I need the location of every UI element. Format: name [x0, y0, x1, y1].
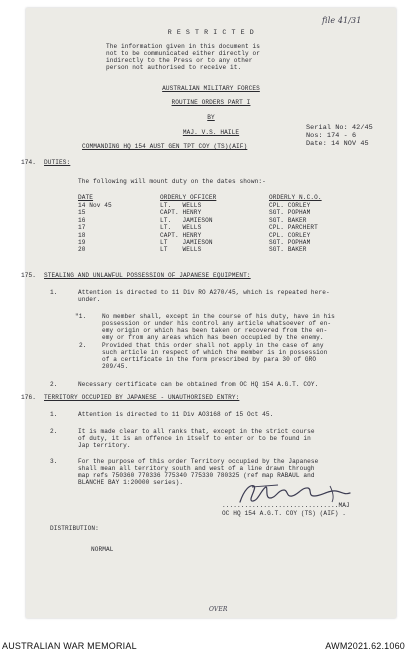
quoted-para-2-number: 2. [79, 342, 87, 349]
document-page [21, 8, 396, 618]
roster-date: 16 [78, 216, 86, 224]
roster-officer: LT. WELLS [160, 202, 202, 209]
item-176-number: 176. [21, 394, 37, 401]
item-175-para-1-line-2: under. [78, 296, 101, 303]
roster-nco: CPL. PARCHERT [269, 224, 318, 232]
roster-nco: SGT. BAKER [269, 216, 307, 224]
item-176-para-1-number: 1. [50, 411, 58, 418]
footer-institution: AUSTRALIAN WAR MEMORIAL [2, 641, 137, 651]
distribution-label: DISTRIBUTION: [50, 525, 99, 532]
over-note: OVER [209, 606, 228, 613]
item-174-heading: DUTIES: [44, 159, 71, 166]
roster-date: 19 [78, 239, 86, 246]
item-175-para-1-number: 1. [50, 289, 58, 296]
col-header-nco: ORDERLY N.C.O. [269, 194, 322, 201]
col-header-date: DATE [78, 194, 94, 201]
roster-nco: SGT. POPHAM [269, 209, 311, 217]
roster-nco: SGT. BAKER [269, 246, 307, 254]
item-176-para-3-number: 3. [50, 458, 58, 465]
roster-officer: CAPT. HENRY [160, 209, 202, 217]
item-176-para-2-line-3: Jap territory. [78, 442, 131, 449]
quoted-para-2-line-4: 209/45. [102, 363, 129, 370]
item-175-para-2-number: 2. [50, 381, 58, 388]
item-175-number: 175. [21, 272, 37, 279]
item-176-para-2-line-1: It is made clear to all ranks that, except in the strict course [78, 428, 315, 435]
roster-date: 20 [78, 246, 86, 254]
item-174-number: 174. [21, 159, 37, 166]
item-176-para-3-line-3: map refs 750360 770336 775340 775330 780325 (ref map RABAUL and [78, 472, 315, 479]
roster-officer: LT. JAMIESON [160, 216, 213, 224]
roster-nco: CPL. CORLEY [269, 231, 311, 239]
orders-title: ROUTINE ORDERS PART I [171, 99, 251, 106]
item-175-para-1-line-1: Attention is directed to 11 Div RO A270/45, which is repeated here- [78, 289, 330, 296]
handwritten-reference: file 41/31 [322, 16, 362, 25]
item-176-para-3-line-1: For the purpose of this order Territory occupied by the Japanese [78, 458, 319, 465]
roster-officer: LT WELLS [160, 246, 202, 254]
order-numbers: Nos: 174 - 6 [306, 132, 357, 140]
roster-date: 18 [78, 231, 86, 239]
by-line: BY [207, 114, 215, 121]
quoted-para-2-line-1: Provided that this order shall not apply in the case of any [102, 342, 324, 349]
item-175-heading: STEALING AND UNLAWFUL POSSESSION OF JAPANESE EQUIPMENT: [44, 272, 251, 279]
quoted-para-1-line-4: emy or from any areas which has been occupied by the enemy. [102, 334, 324, 341]
quoted-para-2-line-2: such article in respect of which the member is in possession [102, 349, 328, 356]
signature-line: ...............................MAJ [222, 502, 350, 509]
notice-line-4: person not authorised to receive it. [106, 64, 242, 71]
item-176-para-3-line-4: BLANCHE BAY 1:20000 series). [78, 479, 184, 486]
quoted-para-1-line-3: emy origin or which has been taken or recovered from the en- [102, 327, 328, 334]
distribution-value: NORMAL [91, 546, 114, 553]
item-176-para-3-line-2: shall mean all territory south and west of a line drawn through [78, 465, 315, 472]
signature-unit: OC HQ 154 A.G.T. COY (TS) (AIF) . [222, 510, 346, 517]
item-176-para-2-number: 2. [50, 428, 58, 435]
commanding-line: COMMANDING HQ 154 AUST GEN TPT COY (TS)(AIF) [82, 143, 248, 150]
roster-officer: LT. WELLS [160, 224, 202, 232]
item-175-para-2-text: Necessary certificate can be obtained from OC HQ 154 A.G.T. COY. [78, 381, 319, 388]
classification-heading: R E S T R I C T E D [167, 29, 255, 36]
item-176-heading: TERRITORY OCCUPIED BY JAPANESE - UNAUTHORISED ENTRY: [44, 394, 240, 401]
roster-nco: CPL. CORLEY [269, 202, 311, 209]
item-176-para-2-line-2: of duty, it is an offence in itself to enter or to be found in [78, 435, 311, 442]
footer-bar [0, 638, 407, 653]
roster-officer: LT JAMIESON [160, 239, 213, 246]
item-176-para-1-text: Attention is directed to 11 Div AO3168 of 15 Oct 45. [78, 411, 274, 418]
roster-nco: SGT. POPHAM [269, 239, 311, 246]
duties-intro: The following will mount duty on the dates shown:- [78, 178, 266, 185]
serial-number: Serial No: 42/45 [306, 124, 373, 132]
roster-officer: CAPT. HENRY [160, 231, 202, 239]
quoted-para-1-number: "1. [75, 313, 87, 320]
roster-date: 17 [78, 224, 86, 232]
col-header-officer: ORDERLY OFFICER [160, 194, 217, 201]
quoted-para-2-line-3: of a certificate in the form prescribed by para 30 of GRO [102, 356, 317, 363]
force-name: AUSTRALIAN MILITARY FORCES [162, 85, 260, 92]
officer-name: MAJ. V.S. HAILE [182, 129, 240, 136]
roster-date: 15 [78, 209, 86, 217]
notice-line-1: The information given in this document is [106, 43, 261, 50]
notice-line-3: indirectly to the Press or to any other [106, 57, 253, 64]
footer-accession-number: AWM2021.62.1060 [325, 641, 405, 651]
quoted-para-1-line-2: possession or under his control any article whatsoever of en- [102, 320, 332, 327]
quoted-para-1-line-1: No member shall, except in the course of his duty, have in his [102, 313, 335, 320]
roster-date: 14 Nov 45 [78, 202, 112, 209]
notice-line-2: not to be communicated either directly or [106, 50, 261, 57]
order-date: Date: 14 NOV 45 [306, 140, 369, 148]
